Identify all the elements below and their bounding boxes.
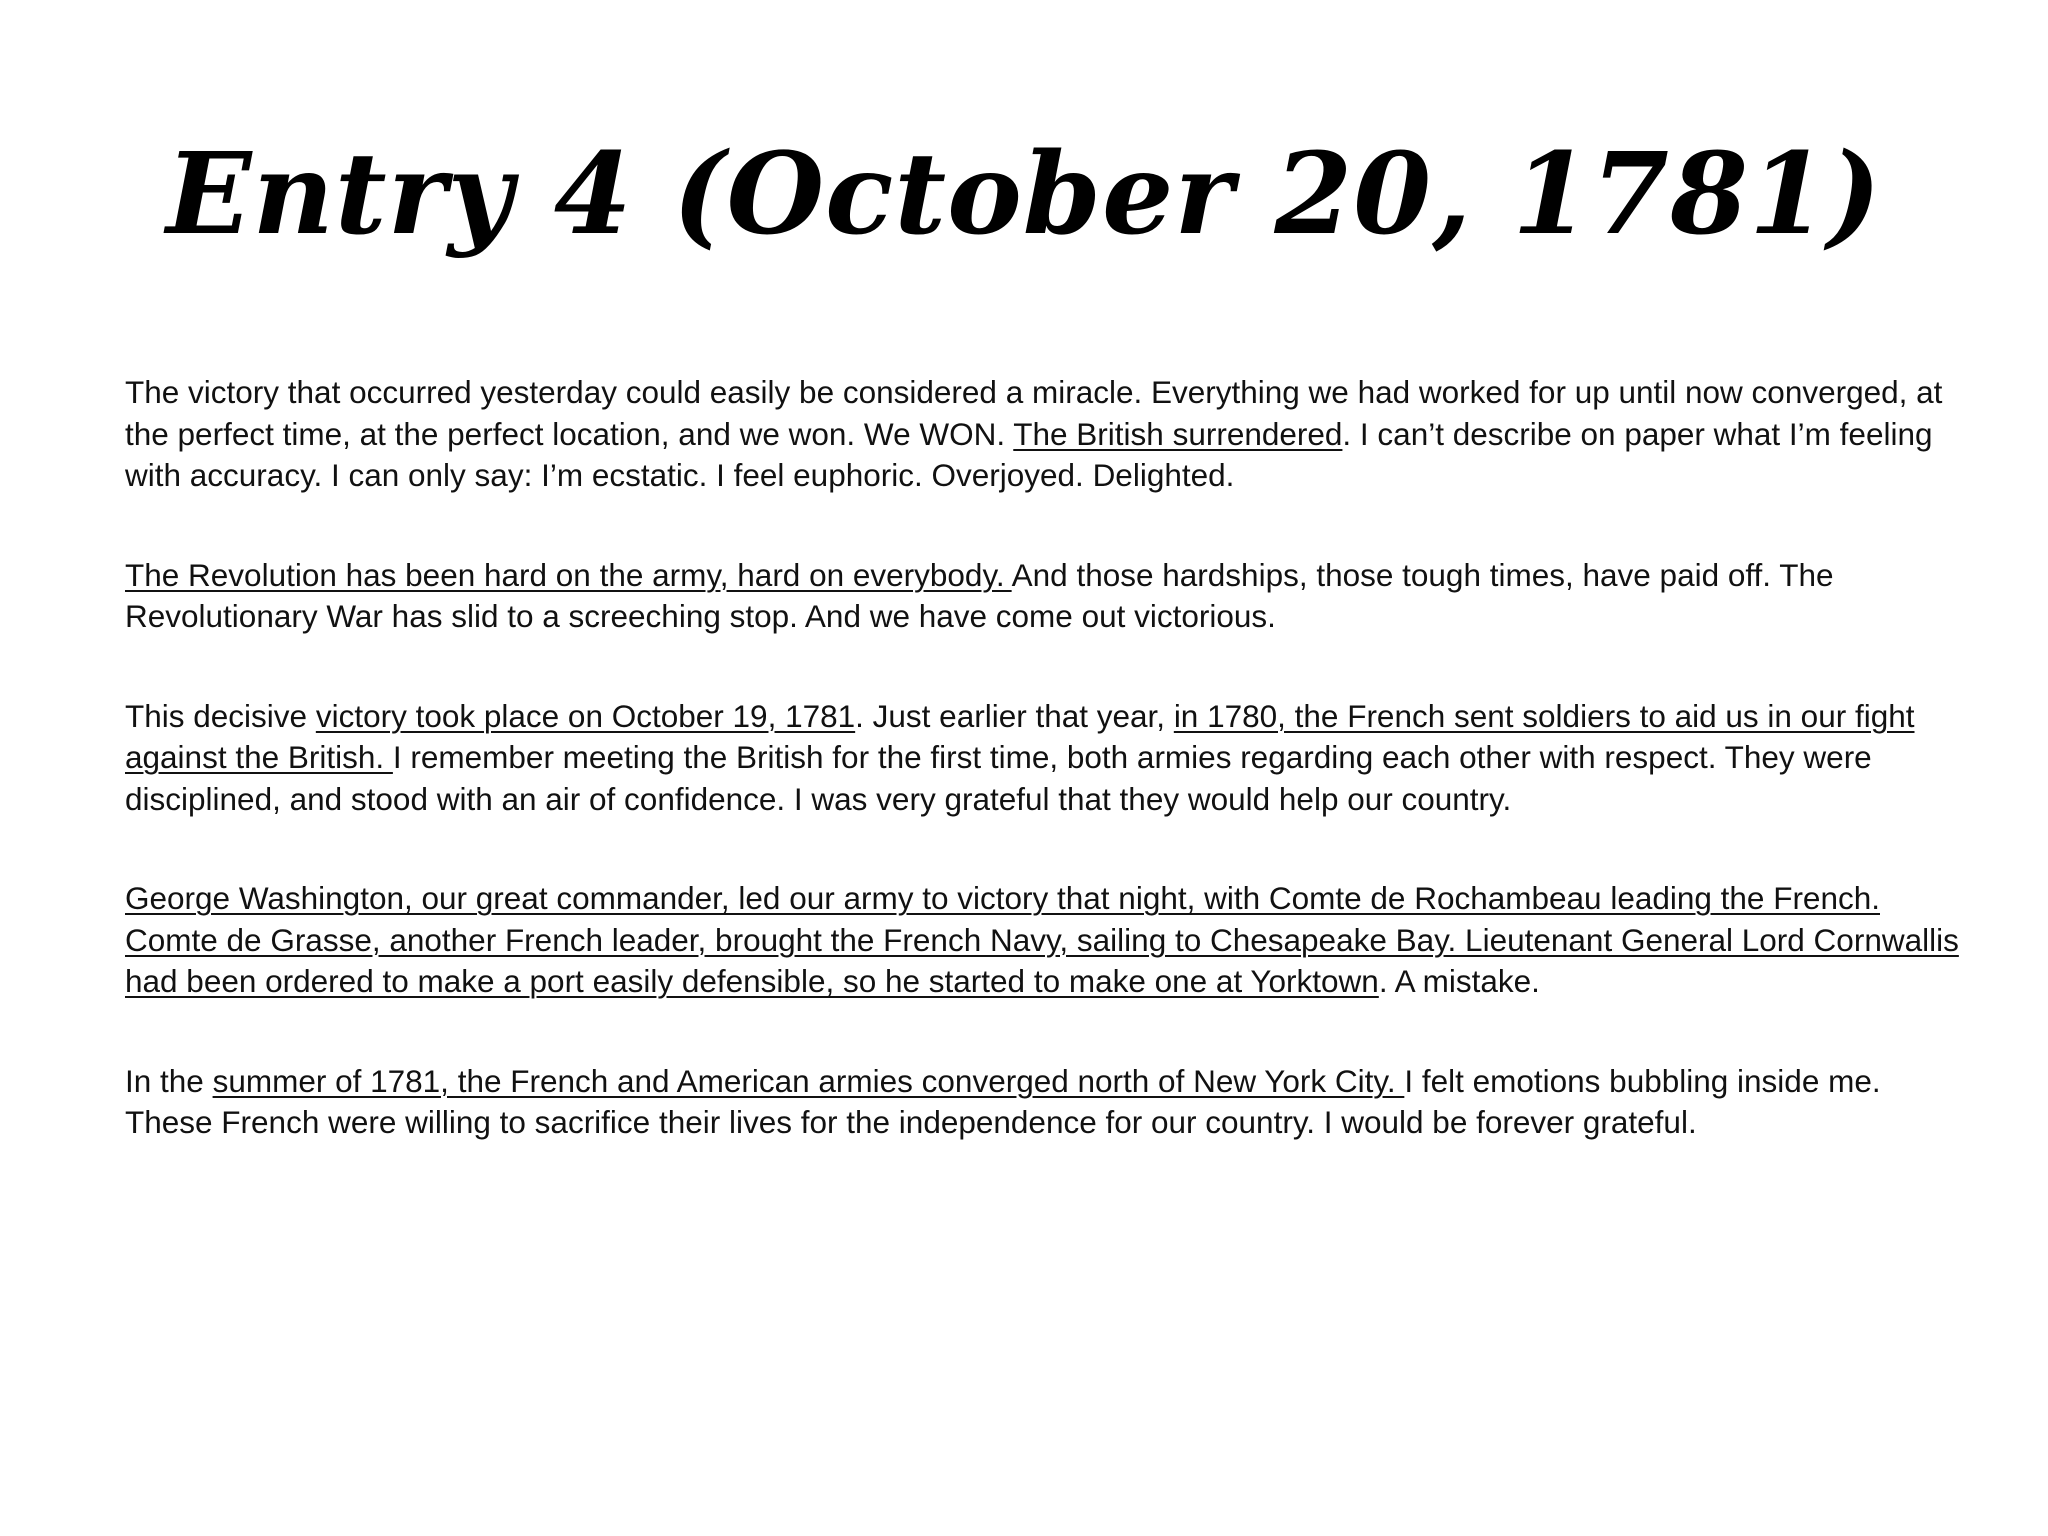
text-segment: In the bbox=[125, 1062, 213, 1099]
text-segment: The victory that occurred yesterday could easily be considered a miracle. Everything we had worked for up until now converged, at the perfect time, at the perfect location, and we won. We WON. bbox=[125, 374, 1943, 452]
text-segment: And those hardships, those tough times, have paid off. The Revolutionary War has slid to a screeching stop. And we have come out victorious. bbox=[125, 556, 1834, 634]
text-segment: . I can’t describe on paper what I’m feeling with accuracy. I can only say: I’m ecstatic. I feel euphoric. Overjoyed. Delighted. bbox=[125, 415, 1933, 493]
text-segment: This decisive bbox=[125, 697, 316, 734]
text-segment: . A mistake. bbox=[1378, 963, 1540, 999]
underlined-text-segment: summer of 1781, the French and American armies converged north of New York City. bbox=[212, 1062, 1405, 1099]
text-segment: I remember meeting the British for the first time, both armies regarding each other with respect. They were disciplined, and stood with an air of confidence. I was very grateful that they would help our country. bbox=[125, 739, 1872, 817]
paragraph bbox=[125, 1061, 1965, 1144]
paragraph bbox=[125, 372, 1965, 497]
entry-body bbox=[125, 372, 1965, 1202]
text-segment: I felt emotions bubbling inside me. These French were willing to sacrifice their lives for the independence for our country. I would be forever grateful. bbox=[125, 1062, 1881, 1140]
underlined-text-segment: George Washington, our great commander, led our army to victory that night, with Comte de Rochambeau leading the French. Comte de Grasse, another French leader, brought the French Navy, sailing to Chesapeake Bay. Lieutenant General Lord Cornwallis had been ordered to make a port easily defensible, so he started to make one at Yorktown bbox=[125, 880, 1959, 999]
underlined-text-segment: The British surrendered bbox=[1013, 415, 1343, 452]
entry-title: Entry 4 (October 20, 1781) bbox=[166, 129, 1882, 260]
paragraph bbox=[125, 555, 1965, 638]
text-segment: . Just earlier that year, bbox=[855, 697, 1174, 734]
paragraph bbox=[125, 696, 1965, 821]
underlined-text-segment: victory took place on October 19, 1781 bbox=[315, 697, 856, 734]
underlined-text-segment: The Revolution has been hard on the army, hard on everybody. bbox=[125, 556, 1012, 593]
underlined-text-segment: in 1780, the French sent soldiers to aid us in our fight against the British. bbox=[125, 697, 1915, 775]
paragraph bbox=[125, 878, 1965, 1003]
